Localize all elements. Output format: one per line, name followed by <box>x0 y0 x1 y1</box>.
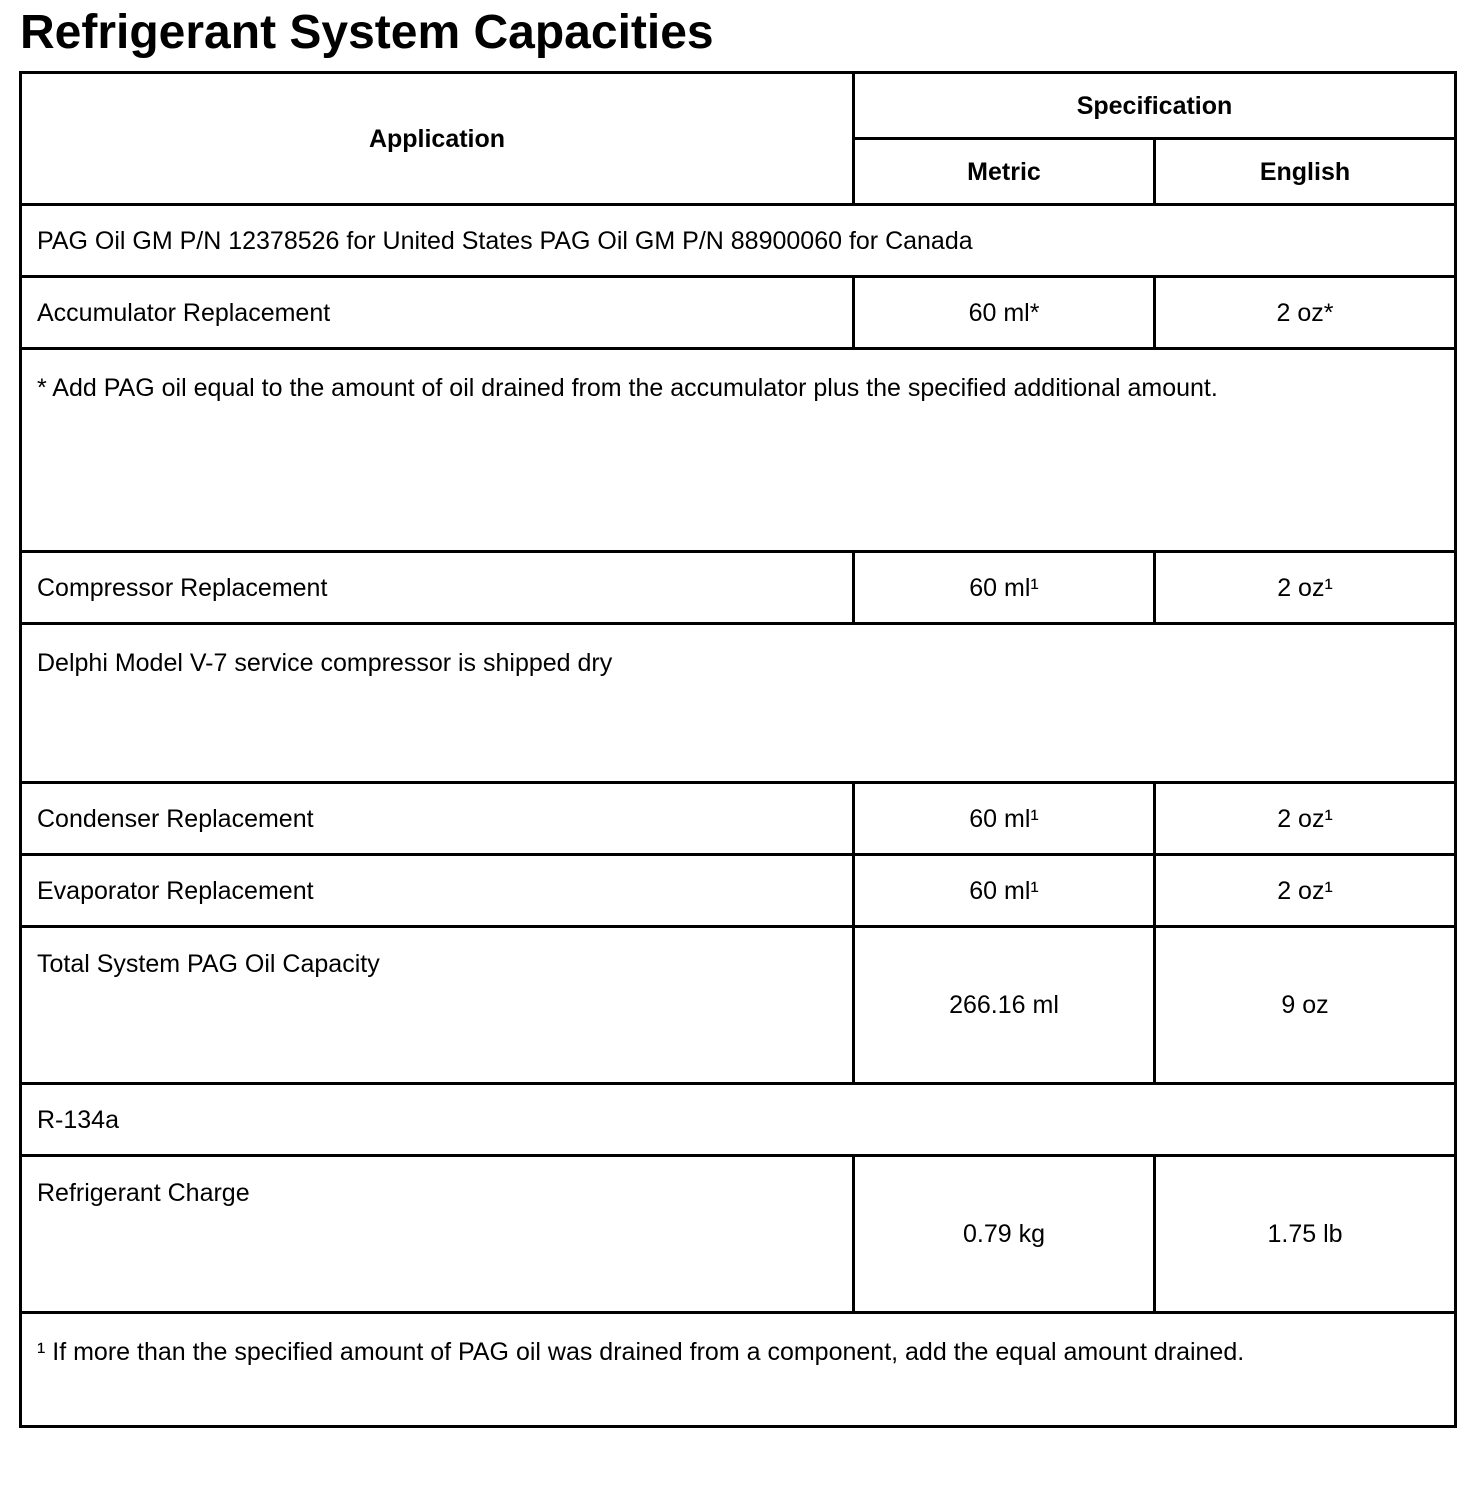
compressor-application: Compressor Replacement <box>21 552 854 624</box>
accumulator-note: * Add PAG oil equal to the amount of oil drained from the accumulator plus the specified additional amount. <box>21 349 1456 552</box>
total-oil-metric: 266.16 ml <box>854 927 1155 1084</box>
header-metric: Metric <box>854 139 1155 205</box>
table-row <box>21 552 1456 624</box>
page-title: Refrigerant System Capacities <box>20 6 714 59</box>
table-row <box>21 783 1456 855</box>
compressor-note: Delphi Model V-7 service compressor is shipped dry <box>21 624 1456 783</box>
total-oil-application: Total System PAG Oil Capacity <box>21 927 854 1084</box>
section-pag-oil: PAG Oil GM P/N 12378526 for United States PAG Oil GM P/N 88900060 for Canada <box>21 205 1456 277</box>
condenser-metric: 60 ml¹ <box>854 783 1155 855</box>
header-application: Application <box>21 73 854 205</box>
accumulator-application: Accumulator Replacement <box>21 277 854 349</box>
table-row <box>21 1156 1456 1313</box>
compressor-english: 2 oz¹ <box>1155 552 1456 624</box>
table-row <box>21 349 1456 552</box>
table-row <box>21 205 1456 277</box>
table-row <box>21 277 1456 349</box>
refrigerant-charge-english: 1.75 lb <box>1155 1156 1456 1313</box>
refrigerant-charge-application: Refrigerant Charge <box>21 1156 854 1313</box>
table-row <box>21 855 1456 927</box>
condenser-application: Condenser Replacement <box>21 783 854 855</box>
table-row <box>21 927 1456 1084</box>
table-row <box>21 624 1456 783</box>
table-row <box>21 1313 1456 1427</box>
refrigerant-charge-metric: 0.79 kg <box>854 1156 1155 1313</box>
footnote: ¹ If more than the specified amount of PAG oil was drained from a component, add the equal amount drained. <box>21 1313 1456 1427</box>
accumulator-english: 2 oz* <box>1155 277 1456 349</box>
evaporator-application: Evaporator Replacement <box>21 855 854 927</box>
evaporator-metric: 60 ml¹ <box>854 855 1155 927</box>
header-english: English <box>1155 139 1456 205</box>
condenser-english: 2 oz¹ <box>1155 783 1456 855</box>
table-row <box>21 1084 1456 1156</box>
accumulator-metric: 60 ml* <box>854 277 1155 349</box>
compressor-metric: 60 ml¹ <box>854 552 1155 624</box>
evaporator-english: 2 oz¹ <box>1155 855 1456 927</box>
header-specification: Specification <box>854 73 1456 139</box>
refrigerant-capacities-table <box>19 71 1457 1428</box>
section-refrigerant: R-134a <box>21 1084 1456 1156</box>
table-header-row <box>21 73 1456 139</box>
total-oil-english: 9 oz <box>1155 927 1456 1084</box>
